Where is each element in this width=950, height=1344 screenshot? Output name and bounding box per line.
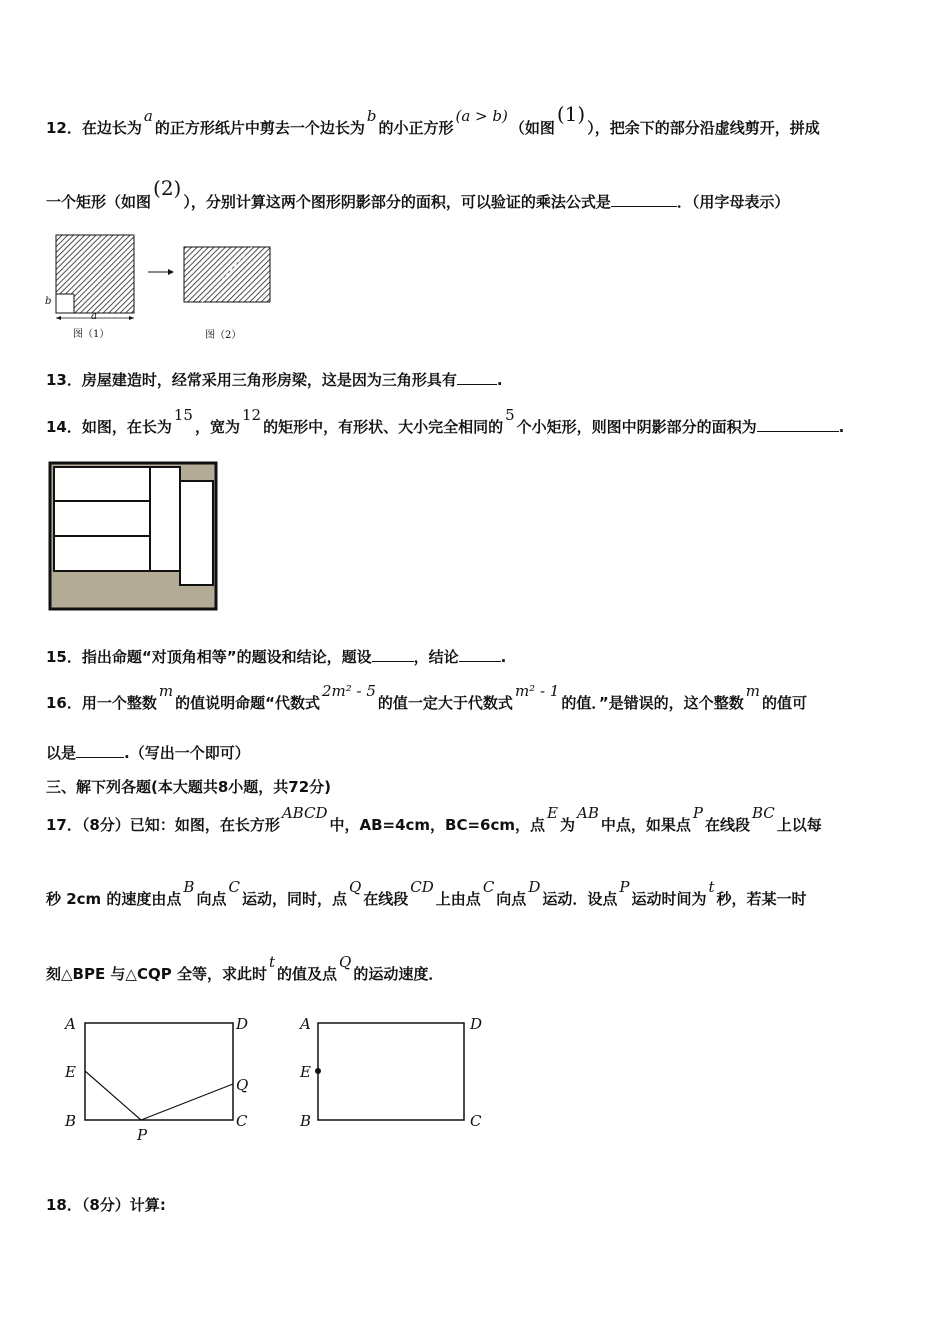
vertex-label: Q — [236, 1076, 249, 1094]
answer-blank — [757, 417, 839, 432]
q14-rectangle-figure — [48, 461, 220, 613]
answer-blank — [76, 743, 124, 758]
q15: 15．指出命题“对顶角相等”的题设和结论，题设 ，结论 . — [46, 648, 507, 666]
answer-blank — [459, 647, 501, 662]
vertex-label: B — [65, 1112, 77, 1130]
q17-line1: 17．（8分）已知：如图，在长方形ABCD中，AB=4cm，BC=6cm，点E为AB中点，如果点P在线段BC上以每 — [46, 804, 822, 834]
vertex-label: D — [470, 1015, 483, 1033]
label-a: a — [91, 311, 97, 322]
vertex-label: A — [300, 1015, 311, 1033]
q17-line2: 秒 2cm 的速度由点B向点C运动，同时，点Q在线段CD上由点C向点D运动．设点P运动时间为t秒，若某一时 — [46, 878, 807, 908]
vertex-label: P — [137, 1126, 148, 1144]
answer-blank — [372, 647, 414, 662]
vertex-label: E — [65, 1063, 76, 1081]
q12-line2: 一个矩形（如图(2)），分别计算这两个图形阴影部分的面积，可以验证的乘法公式是 ．（用字母表示） — [46, 176, 790, 211]
q18: 18．（8分）计算: — [46, 1196, 166, 1214]
vertex-label: C — [470, 1112, 482, 1130]
q17-figure-left — [85, 1023, 233, 1120]
vertex-label: E — [300, 1063, 311, 1081]
section-heading: 三、解下列各题(本大题共8小题，共72分) — [46, 778, 332, 796]
answer-blank — [611, 192, 677, 207]
vertex-label: D — [236, 1015, 249, 1033]
q12-figures — [44, 230, 284, 340]
q13: 13．房屋建造时，经常采用三角形房梁，这是因为三角形具有 . — [46, 371, 503, 389]
label-b: b — [45, 296, 52, 307]
q14: 14．如图，在长为15，宽为12的矩形中，有形状、大小完全相同的5个小矩形，则图中阴影部分的面积为 . — [46, 406, 845, 436]
q17-figure-right — [315, 1023, 464, 1120]
q16-line1: 16．用一个整数m的值说明命题“代数式2m² - 5的值一定大于代数式m² - 1的值．”是错误的，这个整数m的值可 — [46, 682, 807, 712]
q17-line3: 刻△BPE 与△CQP 全等，求此时t的值及点Q的运动速度． — [46, 953, 444, 983]
caption-figure-1: 图（1） — [73, 329, 110, 340]
vertex-label: C — [236, 1112, 248, 1130]
answer-blank — [457, 370, 497, 385]
arrow-right — [148, 269, 174, 275]
q12-line1: 12．在边长为a的正方形纸片中剪去一个边长为b的小正方形(a > b)（如图(1)），把余下的部分沿虚线剪开，拼成 — [46, 102, 820, 137]
q16-line2: 以是 .（写出一个即可） — [46, 744, 250, 762]
vertex-label: B — [300, 1112, 312, 1130]
figure-2 — [184, 247, 270, 302]
vertex-label: A — [65, 1015, 76, 1033]
q17-figures — [60, 1010, 500, 1150]
figure-1 — [56, 235, 134, 320]
caption-figure-2: 图（2） — [205, 330, 242, 341]
